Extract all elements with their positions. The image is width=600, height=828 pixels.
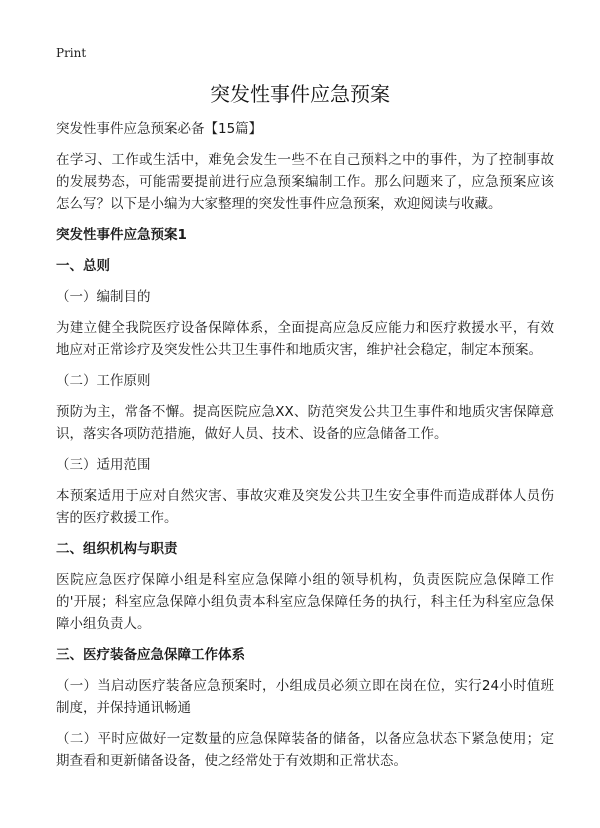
section-heading-general: 一、总则 — [56, 258, 110, 274]
subsection-purpose: （一）编制目的 — [56, 289, 151, 305]
section-heading-equipment: 三、医疗装备应急保障工作体系 — [56, 647, 245, 663]
equipment-paragraph-2: （二）平时应做好一定数量的应急保障装备的储备，以备应急状态下紧急使用；定期查看和更新储备设备，使之经常处于有效期和正常状态。 — [56, 731, 554, 769]
principles-paragraph: 预防为主，常备不懈。提高医院应急XX、防范突发公共卫生事件和地质灾害保障意识，落实各项防范措施，做好人员、技术、设备的应急储备工作。 — [56, 404, 554, 442]
intro-title: 突发性事件应急预案必备【15篇】 — [56, 121, 263, 137]
section-heading-organization: 二、组织机构与职责 — [56, 541, 178, 557]
document-title: 突发性事件应急预案 — [210, 82, 390, 106]
plan-title: 突发性事件应急预案1 — [56, 227, 187, 243]
subsection-principles: （二）工作原则 — [56, 373, 151, 389]
subsection-scope: （三）适用范围 — [56, 457, 151, 473]
organization-paragraph: 医院应急医疗保障小组是科室应急保障小组的领导机构，负责医院应急保障工作的'开展；科室应急保障小组负责本科室应急保障任务的执行，科主任为科室应急保障小组负责人。 — [56, 572, 554, 632]
intro-paragraph: 在学习、工作或生活中，难免会发生一些不在自己预料之中的事件，为了控制事故的发展势态，可能需要提前进行应急预案编制工作。那么问题来了，应急预案应该怎么写？以下是小编为大家整理的突发性事件应急预案，欢迎阅读与收藏。 — [56, 152, 554, 212]
scope-paragraph: 本预案适用于应对自然灾害、事故灾难及突发公共卫生安全事件而造成群体人员伤害的医疗救援工作。 — [56, 488, 554, 526]
print-label: Print — [56, 46, 87, 60]
equipment-paragraph-1: （一）当启动医疗装备应急预案时，小组成员必须立即在岗在位，实行24小时值班制度，并保持通讯畅通 — [56, 678, 554, 716]
document-body — [56, 118, 554, 781]
purpose-paragraph: 为建立健全我院医疗设备保障体系，全面提高应急反应能力和医疗救援水平，有效地应对正常诊疗及突发性公共卫生事件和地质灾害，维护社会稳定，制定本预案。 — [56, 320, 554, 358]
